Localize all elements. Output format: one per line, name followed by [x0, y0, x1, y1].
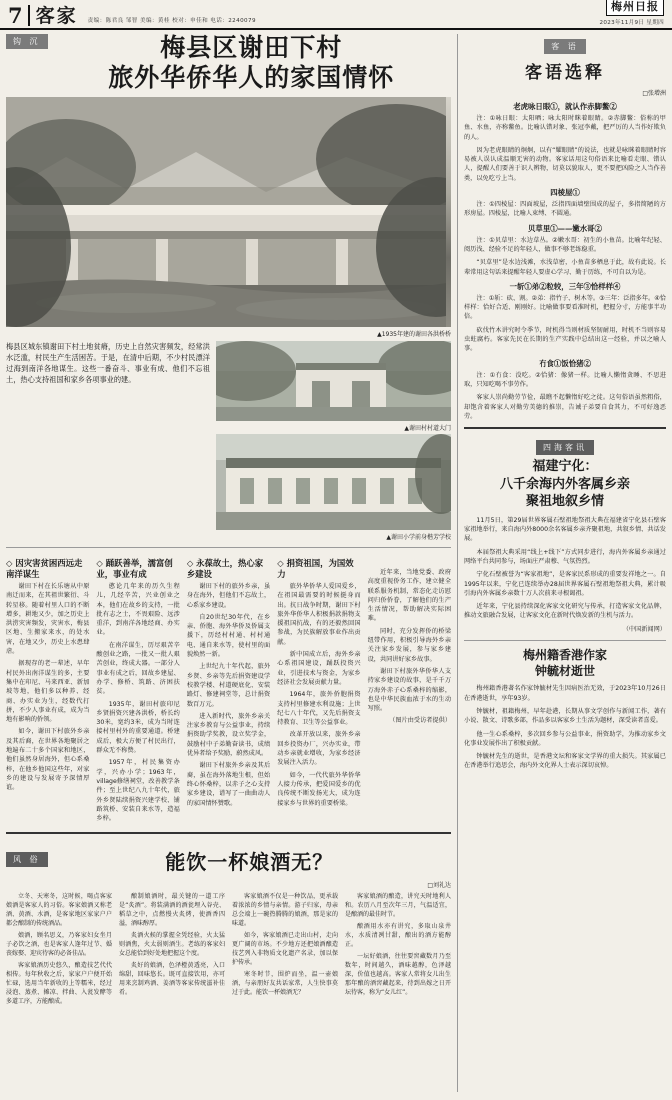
entry-body: 注：①斩：砍、割。②弟：指竹子、树木等。③三年：泛指多年。④恰样样：恰好合适、刚刚好。比喻做事要看准时机，把握分寸，方能事半功倍。: [464, 294, 666, 321]
body-text: 据现存的老一辈述，早年村民外出南洋谋生的多，主要集中在印尼、马来西亚、新加坡等地，他们多以种养、经商、办实业为生，经数代打拼，不少人事业有成，成为当地有影响的侨领。: [6, 660, 90, 724]
page-body: [0, 30, 672, 1098]
entry-body: 因为老虎眼睛的炯炯，以有“耀眼睛”的说法，也就是咏眯着眼睛时容易被人误认成温顺无害的动物。客家话用这句俗语来比喻看走眼、错认人，提醒人们要善于识人辨物，切莫以貌取人，更不要把凶险之人当作善类，以免吃亏上当。: [464, 146, 666, 182]
news3-paragraph: 钟毓材，祖籍梅州，早年赴港，长期从事文学创作与新闻工作，著有小说、散文、诗歌多部，作品多以客家乡土生活为题材，深受读者喜爱。: [464, 708, 666, 725]
photo-caption-gate: ▲谢田村村道大门: [404, 425, 451, 432]
news2-title-line3: 聚祖地叙乡情: [525, 494, 604, 510]
news2-paragraph: 近年来，宁化县持续深化客家文化研究与传承，打造客家文化品牌，推动文旅融合发展，让客家文化在新时代焕发新的生机与活力。: [464, 603, 666, 620]
body-text: 客家娘酒的酿造，讲究天时地利人和。农历八月至次年三月，气温适宜，是酿酒的最佳时节。: [345, 893, 451, 919]
masthead-right: [600, 0, 664, 26]
news2-source: （中国新闻网）: [622, 625, 666, 633]
left-section: [6, 34, 458, 1092]
article-column-4: [277, 554, 360, 826]
body-text: 新中国成立后，海外乡亲心系祖国建设，踊跃投资兴业，引进技术与资金，为家乡经济社会发展贡献力量。: [277, 651, 361, 686]
article-column-5: [368, 554, 451, 826]
divider: [6, 547, 451, 548]
feature-column-3: [232, 892, 338, 1009]
body-text: 客家娘酒历史悠久，酿造技艺代代相传。每年秋收之后，家家户户便开始忙碌，选用当年新收的上等糯米，经过浸泡、蒸煮、摊凉、拌曲、入瓮发酵等多道工序，方能酿成。: [6, 962, 112, 1006]
divider-thick-right: [464, 427, 666, 429]
entry-head: 四棱屋①: [550, 188, 580, 198]
keyu-byline: □张增洲: [642, 90, 666, 97]
section-name: 客家: [35, 5, 78, 27]
feature-columns: [6, 892, 451, 1009]
news2-paragraph: 本届祭祖大典采用“线上+线下”方式同步进行，海内外客属乡亲通过网络平台共同参与，场面庄严肃穆、气氛热烈。: [464, 548, 666, 565]
entry-body: 注：①四棱屋：四面坡屋，泛指四面墙壁围成的屋子，多指简陋的方形房屋。四棱屋，比喻人束缚、不圆通。: [464, 201, 666, 218]
body-text: 近年来，当地党委、政府高度重视侨务工作，建立健全联系服务机制，常态化走访慰问归侨侨眷，了解他们的生产生活情况，帮助解决实际困难。: [367, 569, 452, 623]
body-text: 如今，谢田下村旅外乡亲及其后裔，在世界各地聚居之地遍布二十多个国家和地区，他们虽然身居海外，但心系桑梓，在他乡他国这些年，对家乡的建设与发展寄予深情厚谊。: [6, 728, 90, 792]
photo-school: [216, 434, 451, 530]
body-text: 同时，充分发挥侨的桥梁纽带作用，积极引导海外乡亲关注家乡发展，参与家乡建设，共同讲好家乡故事。: [367, 627, 452, 663]
entry-extra: “贝草里”是水边浅滩，水浅草密，小鱼苗多栖息于此，故有此说。长辈常用这句话来提醒年轻人要虚心学习、勤于历练，不可自以为是。: [464, 259, 666, 276]
body-text: 娘酒，顾名思义，乃客家妇女坐月子必饮之酒，也是客家人逢年过节、婚丧嫁娶、迎宾待客的必备佳品。: [6, 932, 112, 958]
body-text: 憨论几年来的历久生程儿，几经辛苦，兴业创业之本，他们在故乡的支持，一批批有志之士，不畏艰险、远涉重洋，到南洋各地经商、办实业。: [96, 583, 180, 637]
bottom-feature: [6, 840, 451, 1009]
photo-caption-school: ▲谢田小学前身楷芳学校: [386, 534, 451, 541]
lead-paragraph: 梅县区城东镇谢田下村土地贫瘠，历史上自然灾害频发，经常洪水泛滥，村民生产生活困苦。于是，在清中后期，不少村民漂洋过海到南洋各地谋生。这些一番奋斗、事业有成、他们不忘祖土，热心支持祖国和家乡各项事业的建。: [6, 342, 210, 385]
photo-bridge-content: [6, 97, 451, 327]
article-column-2: [96, 554, 179, 826]
news3-paragraph: 梅州籍香港著名作家钟毓材先生因病医治无效，于2023年10月26日在香港逝世，享年93岁。: [464, 685, 666, 702]
keyu-title: 客语选释: [525, 63, 605, 83]
feature-column-1: [6, 892, 112, 1009]
body-text: 一坛好娘酒，往往要窖藏数月乃至数年，时间越久，酒味越醇，色泽越深，价值也越高。客家人常将女儿出生那年酿的酒窖藏起来，待到出嫁之日开坛待客，称为“女儿红”。: [345, 953, 451, 997]
feature-byline: □刘礼达: [427, 882, 451, 890]
rubric-sihai-wrap: [464, 435, 666, 455]
rubric-sihai-kexun: 四海客讯: [536, 440, 594, 455]
subhead-2: ◇ 踊跃善举，濡富创业，事业有成: [96, 558, 173, 579]
entry-head: 贝草里①——嫩水哥②: [528, 223, 602, 233]
body-text: 谢田下村的旅外乡亲，虽身在海外，但他们不忘故土，心系家乡建设。: [186, 583, 271, 609]
body-text: 立冬、天寒冬，这时候，喝点客家娘酒是客家人的习俗。客家娘酒又称老酒、黄酒、水酒，是客家地区家家户户都会酿制的传统酒品。: [6, 893, 112, 928]
body-text: 酿酒用水亦有讲究，多取山泉井水，水质清冽甘甜，酿出的酒方能醇正。: [345, 923, 451, 949]
body-text: 客家娘酒不仅是一种饮品，更承载着浓浓的乡情与亲情。游子归家，母亲总会端上一碗热腾腾的娘酒，那是家的味道。: [232, 893, 338, 928]
entry-body: 注：①咏日眼：太阳晒；咏太阳时眯着眼睛。②赤脚鳖：俗称的甲鱼、水鱼，亦称鳖鱼。比喻认错对象、张冠李戴，把严厉的人当作好欺负的人。: [464, 115, 666, 141]
entry-extra: 客家人崇尚勤劳节俭，最瞧不起懒惰好吃之徒。这句俗语虽然粗俗，却饱含着客家人对勤劳美德的推崇，告诫子弟要自食其力，不可好逸恶劳。: [464, 394, 666, 420]
news2-title-line1: 福建宁化：: [532, 459, 598, 475]
news3-title-line1: 梅州籍香港作家: [522, 648, 607, 663]
photo-bridge: [6, 97, 451, 327]
publication-date: 2023年11月9日 星期四: [599, 20, 664, 26]
news3-title-line2: 钟毓材逝世: [534, 664, 595, 679]
body-text: 谢田下村旅外乡亲及其后裔，虽在海外落地生根，但始终心怀桑梓，以赤子之心支持家乡建设，谱写了一曲曲动人的家国情怀赞歌。: [186, 762, 271, 807]
body-text: 上世纪九十年代起，旅外乡贤、乡亲等先后捐资建设学校教学楼、村道硬底化、安装路灯、修建祠堂等，总计捐资数百万元。: [186, 663, 271, 708]
body-text: 酿制娘酒时，最关键的一道工序是“炙酒”。将装满酒的酒瓮埋入谷壳、稻草之中，点燃慢火炙烤，使酒香四溢，酒味醇厚。: [119, 893, 225, 928]
masthead: [0, 0, 672, 30]
body-text: 进入新时代，旅外乡亲关注家乡教育与公益事业，持续捐资助学奖教，设立奖学金，鼓励村中子弟勤奋读书，成绩优异者给予奖励，蔚然成风。: [186, 712, 271, 758]
entry-extra: 砍伐竹木讲究时令季节，时机得当则材质坚韧耐用，时机不当则容易虫蛀腐朽。客家先民在长期的生产实践中总结出这一经验，并以之喻人事。: [464, 326, 666, 353]
feature-headline: 能饮一杯娘酒无？: [165, 850, 334, 875]
rubric-keyu: 客 语: [544, 39, 586, 54]
entry-head: 老虎咏日眼①，就认作赤脚鳖②: [513, 102, 617, 111]
body-text: 1957年，村民集资办学，兴办小学；1963年，village修缮祠堂，改善教学条件；至上世纪八九十年代，旅外乡贤陆续捐资兴建学校、铺路筑桥、安装自来水等，造福乡梓。: [96, 759, 180, 823]
entry-body: 注：①贝草里：水边草丛。②嫩水哥：初生的小鱼苗。比喻年纪轻、阅历浅、经验不足的年轻人，做事不够老练稳重。: [464, 236, 666, 253]
feature-column-2: [119, 892, 225, 1009]
divider-right: [464, 640, 666, 641]
body-text: 旅外华侨华人爱国爱乡，在祖国最需要的时候挺身而出。抗日战争时期，谢田下村旅外华侨华人积极捐款捐物支援祖国抗战，有的还毅然回国参战，为民族解放事业作出贡献。: [277, 583, 361, 646]
body-text: 自20世纪30年代，在乡亲、侨胞、海外华侨及侨属支援下，历经村村通、村村通电、通自来水等，使村里的面貌焕然一新。: [186, 613, 271, 659]
body-text: 谢田下村在长乐塘从中原南迁而来，在其祖世繁衍、斗转星移。随着村里人口的不断增多，耕地又少，加之历史上洪涝灾害频发，灾害水，梅县区地、生搬家来水，的处水害，在地又少，历史上水患肆虐。: [6, 583, 90, 656]
page-number: 7: [8, 5, 30, 26]
entry-head: 冇食①饭恰猪②: [539, 358, 591, 368]
subhead-1: ◇ 因灾害贫困西远走南洋谋生: [6, 558, 83, 579]
rubric-gouchen: 钩 沉: [6, 34, 48, 49]
body-text: 寒冬时节，围炉而坐，温一壶娘酒，与亲朋好友共话家常，人生快事莫过于此。能饮一杯娘酒无？: [232, 971, 338, 997]
entry-head: 一斩①弟②粒较，三年③恰样样④: [509, 281, 621, 291]
feature-column-4: [345, 892, 451, 1009]
divider-thick: [6, 832, 451, 834]
photo-village-gate: [216, 341, 451, 421]
news2-paragraph: 11月5日，第29届世界客属石壁祖地祭祖大典在福建省宁化县石壁客家祖地举行，来自海内外8000余名客属乡亲齐聚祖地，共叙乡情、共话发展。: [464, 516, 666, 543]
rubric-fengsu: 风 俗: [6, 852, 48, 867]
photo-credit: （图片由受访者提供）: [389, 717, 452, 725]
paper-logo: 梅州日报: [606, 0, 664, 16]
subhead-3: ◇ 永葆故土，热心家乡建设: [186, 558, 264, 579]
body-text: 在南洋谋生，历尽艰苦辛酸创业之路，一批又一批人艰苦创业，终成大器。一部分人事业有成之后，回故乡建屋、办学、修桥、筑路、济困扶贫。: [96, 641, 180, 696]
body-text: 炙好的娘酒，色泽橙黄透亮，入口绵甜，回味悠长。既可直接饮用，亦可用来烹制鸡酒、姜酒等客家传统滋补佳肴。: [119, 962, 225, 997]
body-text: 改革开放以来，旅外乡亲回乡投资办厂，兴办实业，带动乡亲就业增收，为家乡经济发展注入活力。: [277, 731, 361, 767]
right-section: [458, 34, 666, 1092]
rubric-keyu-wrap: [464, 34, 666, 54]
news2-title-line2: 八千余海内外客属乡亲: [499, 476, 630, 492]
subhead-4: ◇ 捐资祖国，为国效力: [277, 558, 354, 579]
editorial-credits: 责编：陈君良 邹智 美编：黄桂 校对：申佳和 电话：2240079: [87, 18, 256, 24]
body-text: 如今，客家娘酒已走出山村，走向更广阔的市场。不少地方还把娘酒酿造技艺列入非物质文化遗产名录，加以保护传承。: [232, 932, 338, 967]
photo-caption-bridge: ▲1935年建的谢田各洪桥桥: [377, 331, 451, 338]
entry-body: 注：①冇食：没吃。②恰猪：像猪一样。比喻人懒惰贪睡、不思进取，只知吃喝不事劳作。: [464, 371, 666, 388]
news3-paragraph: 钟毓材先生的逝世，是香港文坛和客家文学界的重大损失。其家属已在香港举行追思会，海内外文化界人士表示深切哀悼。: [464, 753, 666, 770]
news3-paragraph: 他一生心系桑梓，多次回乡参与公益事业，捐资助学，为推动家乡文化事业发展作出了积极贡献。: [464, 730, 666, 747]
article-column-3: [187, 554, 270, 826]
main-headline-line2: 旅外华侨华人的家国情怀: [108, 63, 395, 92]
body-text: 谢田下村旅外华侨华人支持家乡建设的故事，是千千万万海外赤子心系桑梓的缩影，也是中华民族血浓于水的生动写照。: [367, 667, 452, 713]
article-column-1: [6, 554, 89, 826]
news2-paragraph: 宁化石壁被誉为“客家祖地”，是客家民系形成的重要发祥地之一。自1995年以来，宁化已连续举办28届世界客属石壁祖地祭祖大典，累计吸引海内外客属乡亲数十万人次前来寻根谒祖。: [464, 571, 666, 597]
body-text: 炙酒火候的掌握全凭经验，火太猛则酒焦，火太弱则酒生。老练的客家妇女总能恰到好处地把握这个度。: [119, 932, 225, 958]
body-text: 1935年，谢田村旅印尼乡贤捐资兴建各洪桥，桥长约30米，宽约3米，成为当时连接村里村外的重要通道。桥建成后，极大方便了村民出行，群众无不称赞。: [96, 700, 180, 755]
article-columns: [6, 554, 451, 826]
body-text: 1964年，旅外侨胞捐资支持村里修建水利设施；上世纪七八十年代，又先后捐资支持教育、卫生等公益事业。: [277, 691, 361, 727]
body-text: 如今，一代代旅外华侨华人接力传承，把爱国爱乡的优良传统不断发扬光大，成为连接家乡与世界的重要桥梁。: [277, 771, 361, 807]
main-headline-line1: 梅县区谢田下村: [160, 33, 343, 62]
